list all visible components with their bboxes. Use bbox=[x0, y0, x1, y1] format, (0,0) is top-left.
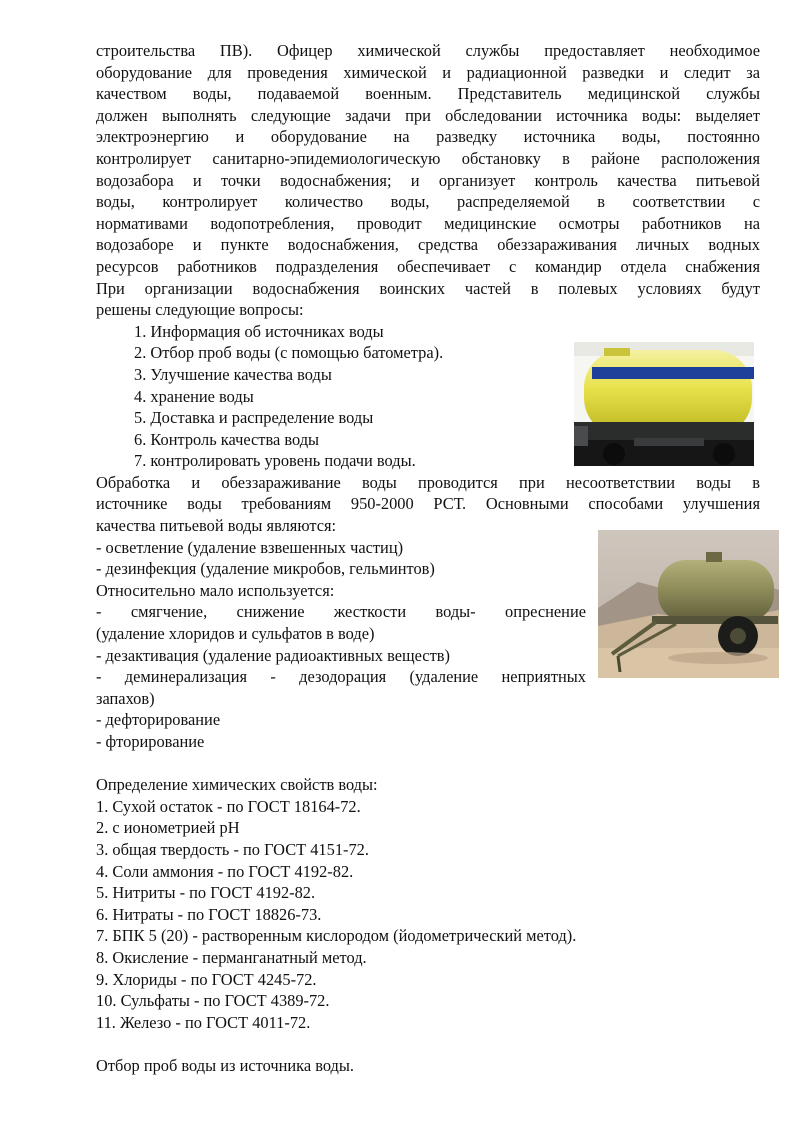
method-item: - дезактивация (удаление радиоактивных веществ) bbox=[96, 645, 450, 665]
method-item: - дефторирование bbox=[96, 710, 221, 730]
method-item: - смягчение, снижение жесткости воды- опреснение bbox=[96, 602, 586, 622]
section-heading: Отбор проб воды из источника воды. bbox=[96, 1055, 355, 1075]
paragraph-line: нормативами водопотребления, проводит медицинские осмотры работников на bbox=[96, 213, 760, 233]
list-item: 2. с ионометрией pH bbox=[96, 818, 240, 838]
list-item: 5. Нитриты - по ГОСТ 4192-82. bbox=[96, 883, 316, 903]
paragraph-line: качества питьевой воды являются: bbox=[96, 516, 337, 536]
paragraph-line: оборудование для проведения химической и радиационной разведки и следит за bbox=[96, 62, 760, 82]
list-item: 4. Соли аммония - по ГОСТ 4192-82. bbox=[96, 861, 354, 881]
list-item: 5. Доставка и распределение воды bbox=[134, 408, 374, 428]
list-item: 7. контролировать уровень подачи воды. bbox=[134, 451, 416, 471]
paragraph-line: источнике воды требованиям 950-2000 РСТ. Основными способами улучшения bbox=[96, 494, 760, 514]
list-item: 6. Контроль качества воды bbox=[134, 429, 320, 449]
list-item: 3. Улучшение качества воды bbox=[134, 364, 332, 384]
paragraph-line: водозаборе и пункте водоснабжения, средства обеззараживания личных водных bbox=[96, 235, 760, 255]
method-item: - фторирование bbox=[96, 732, 205, 751]
method-item: запахов) bbox=[96, 688, 155, 708]
list-item: 1. Сухой остаток - по ГОСТ 18164-72. bbox=[96, 796, 361, 816]
list-item: 4. хранение воды bbox=[134, 386, 254, 406]
tank-trailer-photo bbox=[598, 530, 779, 678]
method-item: - дезинфекция (удаление микробов, гельминтов) bbox=[96, 559, 435, 579]
water-tanker-photo bbox=[574, 342, 754, 466]
paragraph-line: воды, контролирует количество воды, распределяемой в соответствии с bbox=[96, 192, 760, 212]
list-item: 7. БПК 5 (20) - растворенным кислородом (йодометрический метод). bbox=[96, 926, 577, 946]
questions-intro: решены следующие вопросы: bbox=[96, 300, 304, 320]
paragraph-line: контролирует санитарно-эпидемиологическую обстановку в районе расположения bbox=[96, 148, 760, 168]
paragraph-line: должен выполнять следующие задачи при обследовании источника воды: выделяет bbox=[96, 105, 760, 125]
paragraph-line: ресурсов работников подразделения обеспечивает с командир отдела снабжения bbox=[96, 256, 760, 276]
method-item: - осветление (удаление взвешенных частиц) bbox=[96, 537, 404, 557]
list-item: 2. Отбор проб воды (с помощью батометра). bbox=[134, 343, 444, 363]
list-item: 9. Хлориды - по ГОСТ 4245-72. bbox=[96, 969, 317, 989]
method-item: (удаление хлоридов и сульфатов в воде) bbox=[96, 624, 375, 644]
list-item: 3. общая твердость - по ГОСТ 4151-72. bbox=[96, 839, 369, 859]
paragraph-line: электроэнергию и оборудование на разведку источника воды, постоянно bbox=[96, 127, 760, 147]
paragraph-line: Обработка и обеззараживание воды проводится при несоответствии воды в bbox=[96, 472, 760, 492]
method-item: - деминерализация - дезодорация (удаление неприятных bbox=[96, 667, 586, 687]
list-item: 11. Железо - по ГОСТ 4011-72. bbox=[96, 1012, 311, 1032]
section-heading: Определение химических свойств воды: bbox=[96, 775, 378, 795]
list-item: 10. Сульфаты - по ГОСТ 4389-72. bbox=[96, 991, 330, 1011]
paragraph-line: При организации водоснабжения воинских частей в полевых условиях будут bbox=[96, 278, 760, 298]
list-item: 8. Окисление - перманганатный метод. bbox=[96, 947, 367, 967]
paragraph-line: строительства ПВ). Офицер химической службы предоставляет необходимое bbox=[96, 41, 760, 60]
list-item: 1. Информация об источниках воды bbox=[134, 321, 384, 341]
paragraph-line: качеством воды, подаваемой военным. Представитель медицинской службы bbox=[96, 84, 760, 104]
paragraph-line: водозабора и точки водоснабжения; и организует контроль качества питьевой bbox=[96, 170, 760, 190]
method-heading: Относительно мало используется: bbox=[96, 580, 335, 600]
list-item: 6. Нитраты - по ГОСТ 18826-73. bbox=[96, 904, 322, 924]
